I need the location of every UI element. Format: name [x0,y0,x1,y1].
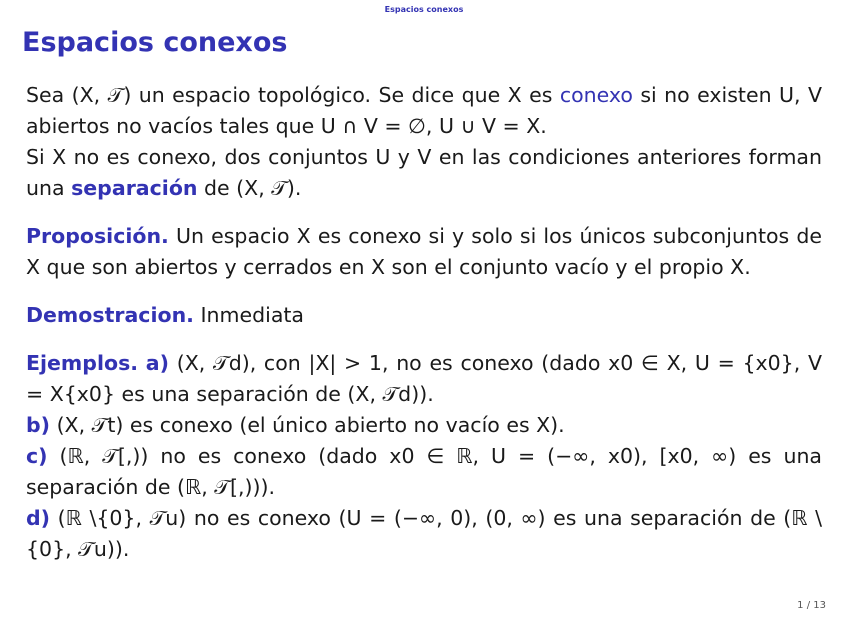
proof-text: Inmediata [193,303,304,327]
example-a-label: a) [145,351,169,375]
example-b-label: b) [26,413,51,437]
separation-text-2: de (X, 𝒯). [197,176,302,200]
example-c-label: c) [26,444,48,468]
proof-label: Demostracion. [26,303,194,327]
definition-block [26,80,822,204]
definition-text-1: Sea (X, 𝒯) un espacio topológico. Se dice que X es [26,83,560,107]
section-header: Espacios conexos [384,5,464,14]
slide-body [26,80,822,565]
example-d-text: (ℝ \{0}, 𝒯u) no es conexo (U = (−∞, 0), (0, ∞) es una separación de (ℝ \{0}, 𝒯u)). [26,506,822,561]
proposition-label: Proposición. [26,224,169,248]
proposition-text: Un espacio X es conexo si y solo si los únicos subconjuntos de X que son abiertos y cerrados en X son el conjunto vacío y el propio X. [26,224,822,279]
term-conexo: conexo [559,83,633,107]
proof-block [26,300,822,331]
term-separacion: separación [71,176,198,200]
example-d-label: d) [26,506,51,530]
example-b-text: (X, 𝒯t) es conexo (el único abierto no vacío es X). [50,413,565,437]
separation-text-1: Si X no es conexo, dos conjuntos U y V en las condiciones anteriores forman una [26,145,822,200]
example-a-text: (X, 𝒯d), con |X| > 1, no es conexo (dado x0 ∈ X, U = {x0}, V = X{x0} es una separación de (X, 𝒯d)). [26,351,822,406]
examples-label: Ejemplos. [26,351,139,375]
definition-text-2: si no existen U, V abiertos no vacíos tales que U ∩ V = ∅, U ∪ V = X. [26,83,822,138]
example-c-text: (ℝ, 𝒯[,)) no es conexo (dado x0 ∈ ℝ, U = (−∞, x0), [x0, ∞) es una separación de (ℝ, 𝒯[,))). [26,444,822,499]
proposition-block [26,221,822,283]
examples-block [26,348,822,565]
page-number: 1 / 13 [797,600,826,611]
frame-title: Espacios conexos [22,27,288,58]
